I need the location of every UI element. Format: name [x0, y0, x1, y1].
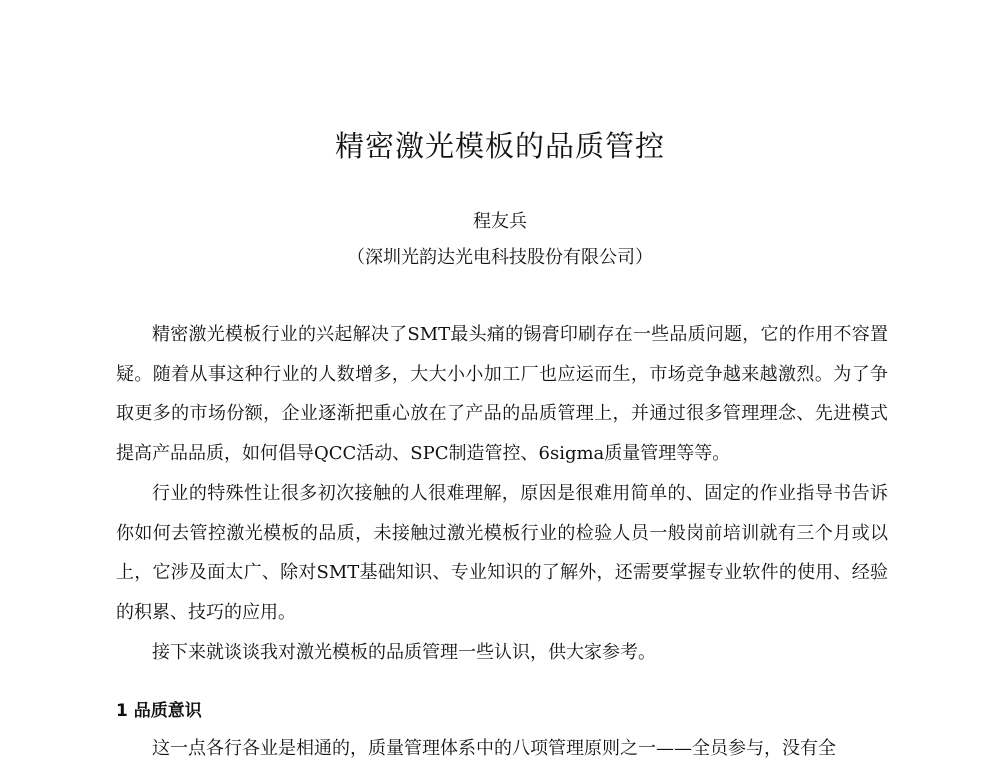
document-title: 精密激光模板的品质管控	[334, 129, 665, 163]
author-name: 程友兵	[473, 211, 527, 232]
paragraph-transition: 接下来就谈谈我对激光模板的品质管理一些认识，供大家参考。	[152, 642, 656, 663]
author-affiliation: （深圳光韵达光电科技股份有限公司）	[347, 247, 653, 268]
paragraph-industry: 行业的特殊性让很多初次接触的人很难理解，原因是很难用简单的、固定的作业指导书告诉你如何去管控激光模板的品质，未接触过激光模板行业的检验人员一般岗前培训就有三个月或以上，它涉及面太广、除对SMT基础知识、专业知识的了解外，还需要掌握专业软件的使用、经验的积累、技巧的应用。	[116, 483, 888, 623]
paragraph-section-1: 这一点各行各业是相通的，质量管理体系中的八项管理原则之一——全员参与，没有全	[152, 738, 836, 759]
section-heading-quality-awareness: 1 品质意识	[116, 701, 202, 721]
paragraph-intro: 精密激光模板行业的兴起解决了SMT最头痛的锡膏印刷存在一些品质问题，它的作用不容置疑。随着从事这种行业的人数增多，大大小小加工厂也应运而生，市场竞争越来越激烈。为了争取更多的市场份额，企业逐渐把重心放在了产品的品质管理上，并通过很多管理理念、先进模式提高产品品质，如何倡导QCC活动、SPC制造管控、6sigma质量管理等等。	[116, 324, 888, 464]
